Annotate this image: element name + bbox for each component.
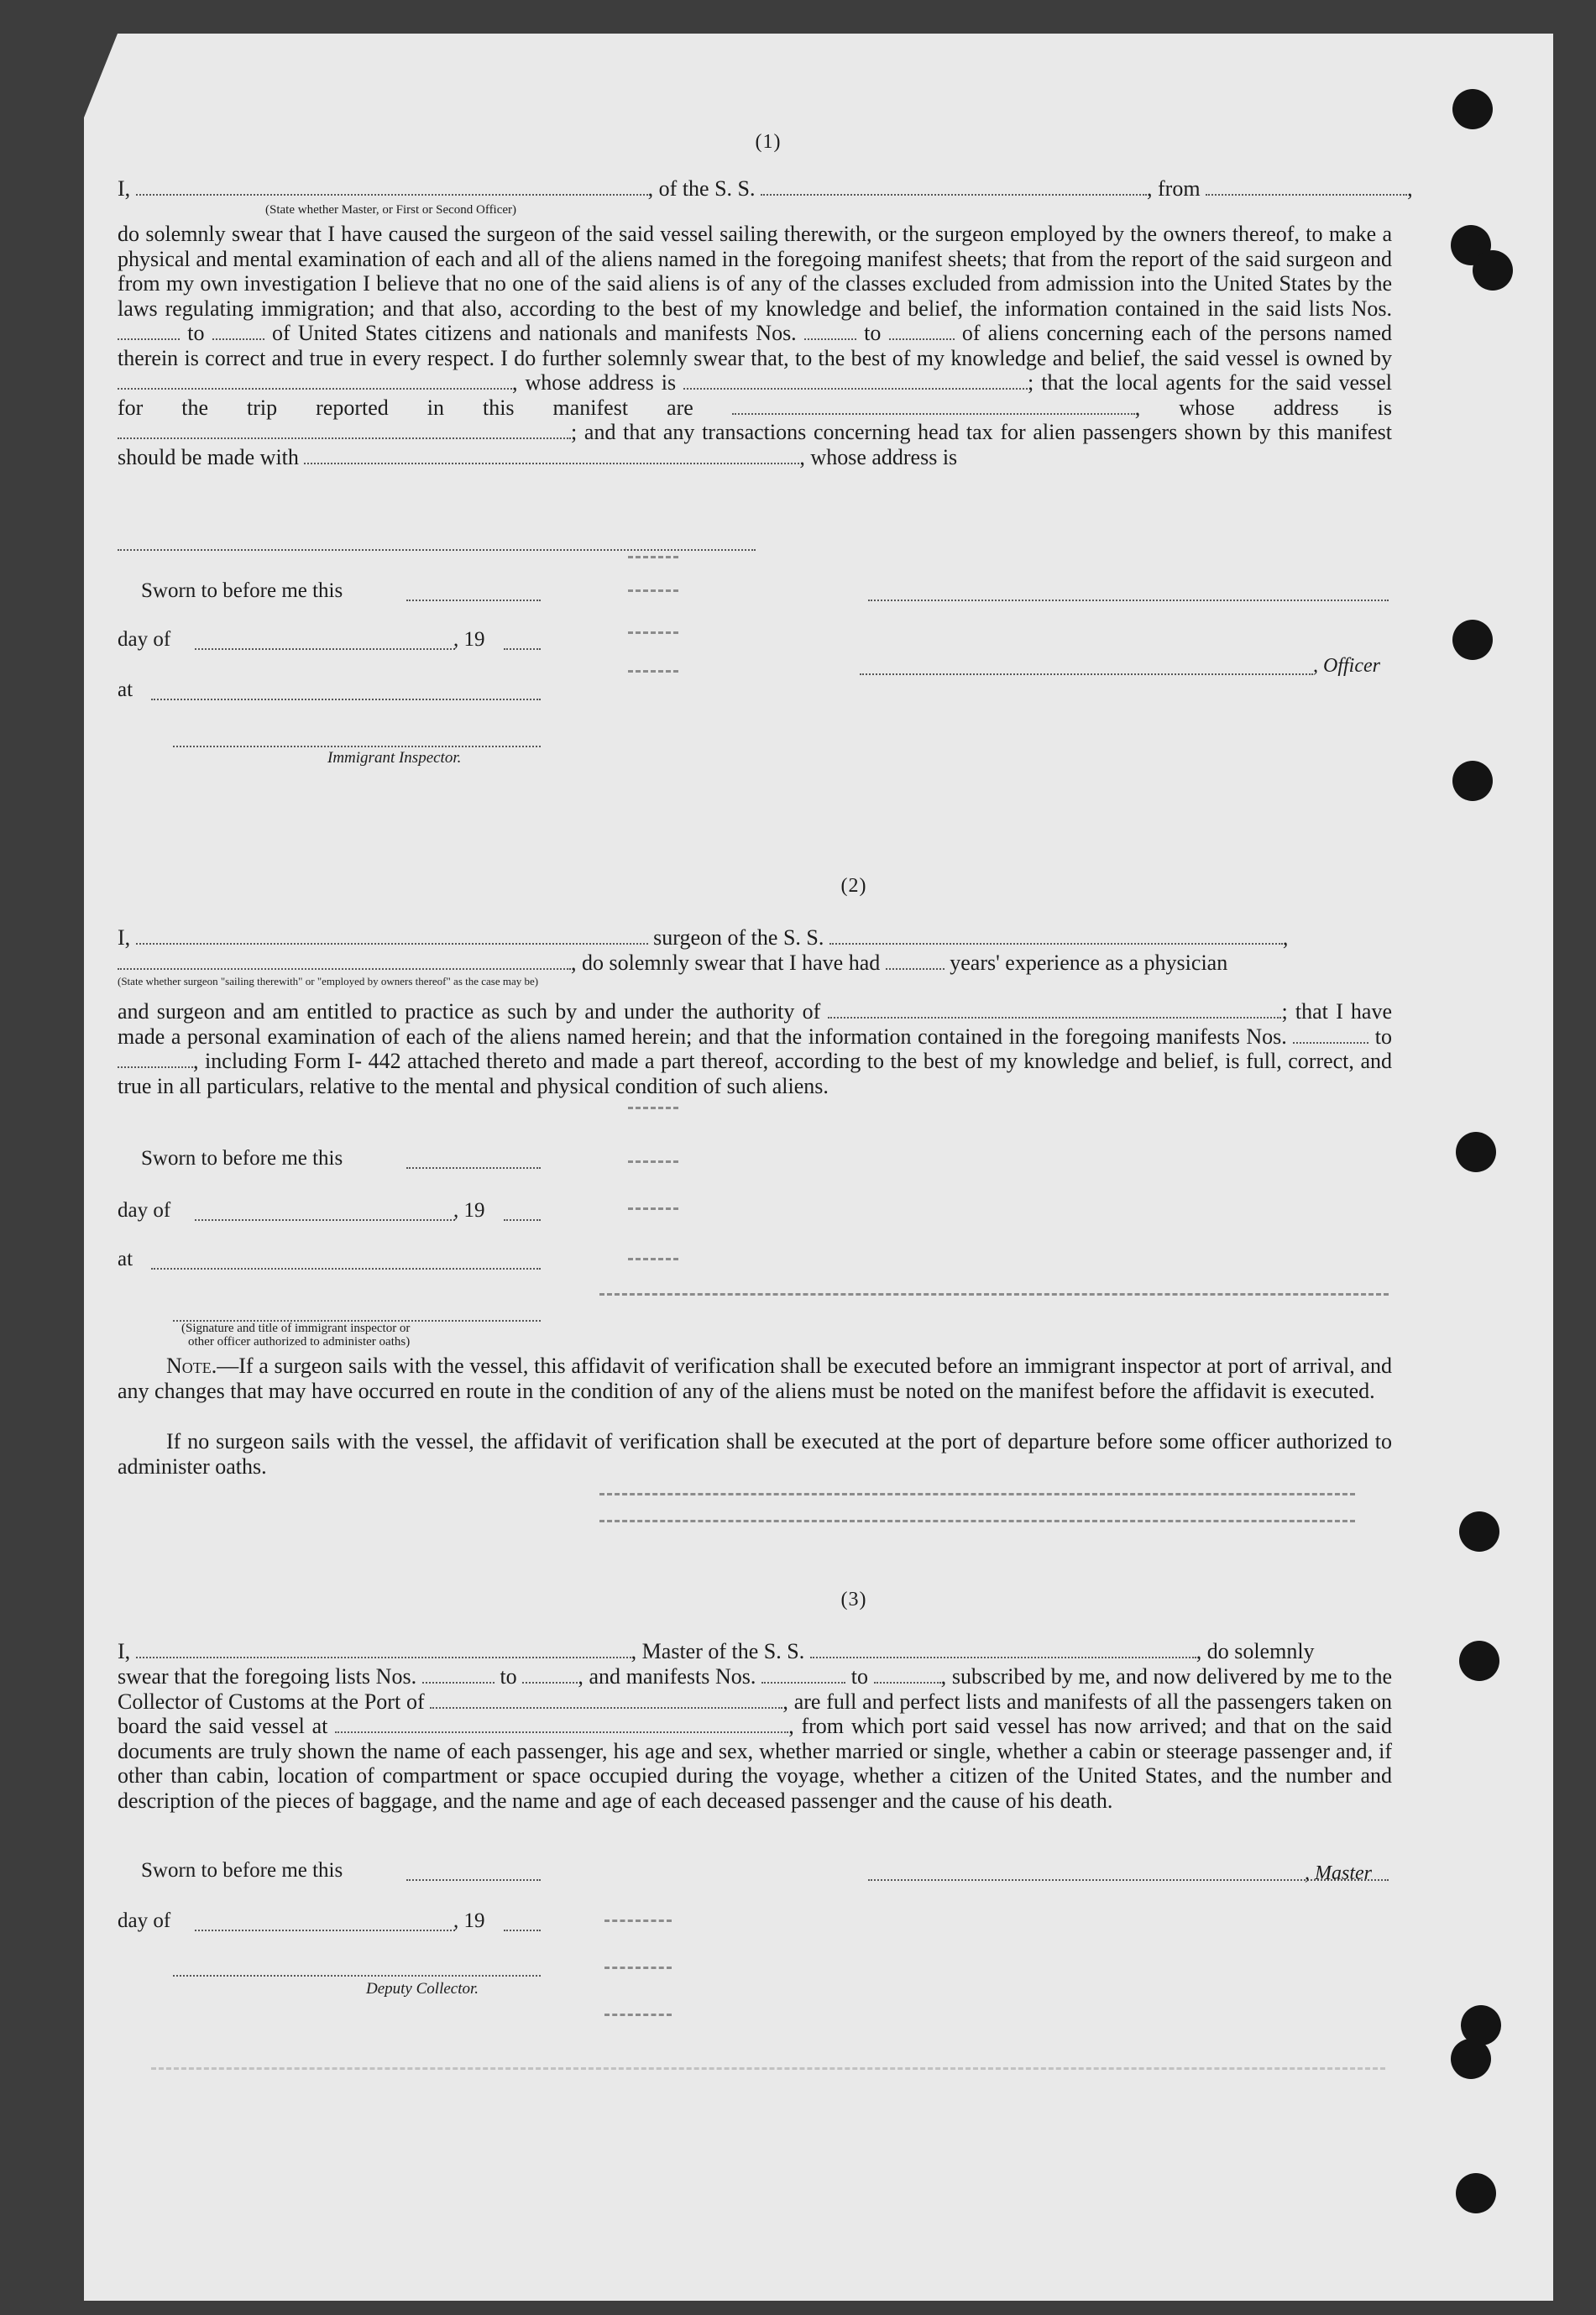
text: , from which port said vessel has now arrived; and that on the said documents are truly shown the name of each passenger, his age and sex, whether married or single, whether a cabin or steerage passenger and, if other than cabin, location of compartment or space occupied during the voyage, whether a citizen of the United States, and the number and description of the pieces of baggage, and the name and age of each deceased passenger and the cause of his death. [118, 1714, 1392, 1813]
section-1-inspector-label: Immigrant Inspector. [327, 749, 462, 767]
section-1-year-blank [504, 647, 541, 650]
text: to [187, 321, 205, 345]
text: that I have made a personal examination of each of the aliens named herein; and that the information contained in the foregoing manifests Nos. [118, 999, 1393, 1049]
section-2-body [118, 999, 1392, 1098]
text: , [1134, 395, 1141, 420]
master3-name-blank [136, 1640, 631, 1658]
section-2-at: at [118, 1248, 133, 1270]
text: do solemnly swear that I have caused the surgeon of the said vessel sailing therewith, or the surgeon employed by the owners thereof, to make a physical and mental examination of each and all of the aliens named in the foregoing manifest sheets; that from the report of the said surgeon and from my own investigation I believe that no one of the said aliens is of any of the classes excluded from admission into the United States by the laws regulating immigration; and that also, according to the best of my knowledge and belief, the information contained in the said lists Nos. [118, 222, 1392, 321]
section-1-heading: (1) [755, 131, 782, 153]
embark-port-blank [335, 1715, 788, 1733]
punch-hole [1459, 1511, 1499, 1552]
section-2-day-blank [195, 1218, 455, 1221]
section-1-caption: (State whether Master, or First or Second Officer) [265, 203, 517, 217]
agents-address-blank [118, 421, 571, 439]
section-2-sig-caption-2: other officer authorized to administer oaths) [188, 1335, 411, 1349]
section-3-body [118, 1664, 1392, 1813]
manifests-from-blank [804, 322, 856, 340]
text: , subscribed by me, and now delivered by me to the Collector of Customs at the Port of [118, 1664, 1393, 1714]
section-3-sworn-blank [406, 1878, 541, 1881]
surgeon-vessel-blank [829, 926, 1283, 945]
lists3-to-blank [522, 1665, 578, 1684]
agents-blank [732, 396, 1135, 415]
ghost-mark [628, 668, 678, 673]
text: of United States citizens and nationals and manifests Nos. [271, 321, 797, 345]
text: to [1374, 1024, 1392, 1049]
section-1-at: at [118, 678, 133, 701]
vessel-name-blank [761, 177, 1147, 196]
master3-vessel-blank [810, 1640, 1196, 1658]
text: , and manifests Nos. [578, 1664, 756, 1689]
ghost-mark [628, 630, 678, 634]
section-2-sworn-blank [406, 1165, 541, 1169]
lists-from-blank [118, 322, 180, 340]
section-1-body [118, 222, 1392, 469]
text: I, [118, 925, 131, 950]
section-1-officer-signature-line-1 [868, 598, 1389, 601]
text: , of the S. S. [647, 176, 756, 201]
text: swear that the foregoing lists Nos. [118, 1664, 417, 1689]
text: ; and that any transactions concerning head tax for alien passengers shown by this manifest should be made with [118, 420, 1392, 469]
punch-hole [1452, 620, 1493, 660]
text: I, [118, 1639, 131, 1663]
ghost-mark [628, 1159, 678, 1163]
surgeon-manifests-to-blank [118, 1050, 193, 1068]
section-3-heading: (3) [840, 1589, 867, 1611]
note-text-2: If no surgeon sails with the vessel, the affidavit of verification shall be executed at the port of departure before some officer authorized to administer oaths. [118, 1429, 1392, 1479]
section-1-day-blank [195, 647, 455, 650]
ghost-mark [599, 1291, 1389, 1296]
surgeon-name-blank [136, 926, 648, 945]
section-1-at-blank [151, 697, 541, 700]
ghost-mark [628, 588, 678, 592]
section-2-heading: (2) [840, 875, 867, 897]
punch-hole [1452, 761, 1493, 801]
section-1-sworn: Sworn to before me this [141, 579, 343, 602]
text: whose address is [1179, 395, 1393, 420]
punch-hole [1456, 2173, 1496, 2213]
section-3-master-label: , Master [1305, 1862, 1372, 1884]
section-3-year-blank [504, 1928, 541, 1931]
section-3-sworn: Sworn to before me this [141, 1859, 343, 1882]
text: , do solemnly [1196, 1639, 1315, 1663]
text: , from [1147, 176, 1201, 201]
section-3-day-of: day of [118, 1909, 171, 1932]
text: and surgeon and am entitled to practice as such by and under the authority of [118, 999, 821, 1024]
text: surgeon of the S. S. [653, 925, 824, 950]
text: to [500, 1664, 517, 1689]
lists-to-blank [212, 322, 264, 340]
ghost-mark [628, 554, 678, 558]
text: , whose address is [512, 370, 677, 395]
ghost-mark [604, 1918, 672, 1922]
section-1-officer-signature-line-2 [860, 672, 1313, 675]
ghost-mark [628, 1105, 678, 1109]
note-paragraph-1 [118, 1354, 1392, 1403]
surgeon-manifests-from-blank [1293, 1025, 1368, 1044]
text: to [850, 1664, 868, 1689]
manifests3-to-blank [874, 1665, 941, 1684]
port-from-blank [1206, 177, 1407, 196]
section-2-year: , 19 [453, 1199, 485, 1222]
owner-blank [118, 371, 512, 390]
ghost-mark [628, 1256, 678, 1260]
section-3-master-line [118, 1639, 1392, 1664]
head-tax-address-blank [118, 547, 756, 551]
text: , [1282, 925, 1289, 950]
section-1-year: , 19 [453, 628, 485, 651]
manifest-sheet [84, 34, 1553, 2301]
ghost-mark [628, 1206, 678, 1210]
text: , are full and perfect lists and manifests of all the passengers taken on board the said vessel at [118, 1689, 1393, 1738]
section-2-sig-caption-1: (Signature and title of immigrant inspector or [181, 1322, 411, 1335]
authority-blank [828, 1000, 1281, 1019]
owner-address-blank [683, 371, 1028, 390]
text: to [864, 321, 882, 345]
ghost-mark [604, 2012, 672, 2016]
section-2-year-blank [504, 1218, 541, 1221]
section-1-day-of: day of [118, 628, 171, 651]
text: that the local agents for the said vessel for the trip reported in this manifest are [118, 370, 1393, 420]
punch-hole [1473, 250, 1513, 291]
note-paragraph-2 [118, 1429, 1392, 1479]
ghost-mark [599, 1491, 1355, 1495]
ghost-mark [604, 1965, 672, 1969]
section-2-experience-line [118, 951, 1392, 976]
section-1-sworn-blank [406, 598, 541, 601]
section-1-inspector-signature [173, 744, 541, 747]
port-blank [430, 1690, 782, 1709]
section-3-year: , 19 [453, 1909, 485, 1932]
text: I, [118, 176, 131, 201]
punch-hole [1451, 2039, 1491, 2079]
text: , whose address is [799, 444, 958, 469]
text: of aliens concerning each of the persons named therein is correct and true in every respect. I do further solemnly swear that, to the best of my knowledge and belief, the said vessel is owned by [118, 321, 1393, 370]
master-name-blank [136, 177, 648, 196]
punch-hole [1452, 89, 1493, 129]
section-2-at-blank [151, 1266, 541, 1270]
text: ; [1281, 999, 1288, 1024]
manifests-to-blank [889, 322, 955, 340]
section-3-deputy-label: Deputy Collector. [366, 1980, 479, 1998]
section-3-deputy-signature [173, 1973, 541, 1977]
section-2-sworn: Sworn to before me this [141, 1147, 343, 1170]
punch-hole [1456, 1132, 1496, 1172]
folded-corner [84, 34, 118, 118]
section-2-caption: (State whether surgeon "sailing therewith" or "employed by owners thereof" as the case may be) [118, 975, 539, 987]
text: , do solemnly swear that I have had [571, 951, 881, 975]
lists3-from-blank [422, 1665, 494, 1684]
manifests3-from-blank [761, 1665, 845, 1684]
head-tax-blank [304, 446, 799, 464]
years-blank [886, 951, 945, 970]
text: , including Form I- 442 attached thereto and made a part thereof, according to the best of my knowledge and belief, is full, correct, and true in all particulars, relative to the mental and physical condition of such aliens. [118, 1049, 1392, 1098]
section-2-day-of: day of [118, 1199, 171, 1222]
section-1-officer-label: , Officer [1313, 655, 1380, 677]
section-3-day-blank [195, 1928, 455, 1931]
ghost-mark [599, 1518, 1355, 1522]
ghost-mark [151, 2066, 1385, 2070]
surgeon-status-blank [118, 951, 571, 970]
note-label: Note. [166, 1354, 217, 1378]
note-text-1: —If a surgeon sails with the vessel, this affidavit of verification shall be executed before an immigrant inspector at port of arrival, and any changes that may have occurred en route in the condition of any of the aliens must be noted on the manifest before the affidavit is executed. [118, 1354, 1392, 1403]
section-1-master-line: I, , of the S. S. , from , [118, 176, 1413, 201]
punch-hole [1459, 1641, 1499, 1681]
section-2-surgeon-line [118, 925, 1392, 951]
text: years' experience as a physician [950, 951, 1228, 975]
text: , Master of the S. S. [631, 1639, 805, 1663]
text: ; [1028, 370, 1034, 395]
